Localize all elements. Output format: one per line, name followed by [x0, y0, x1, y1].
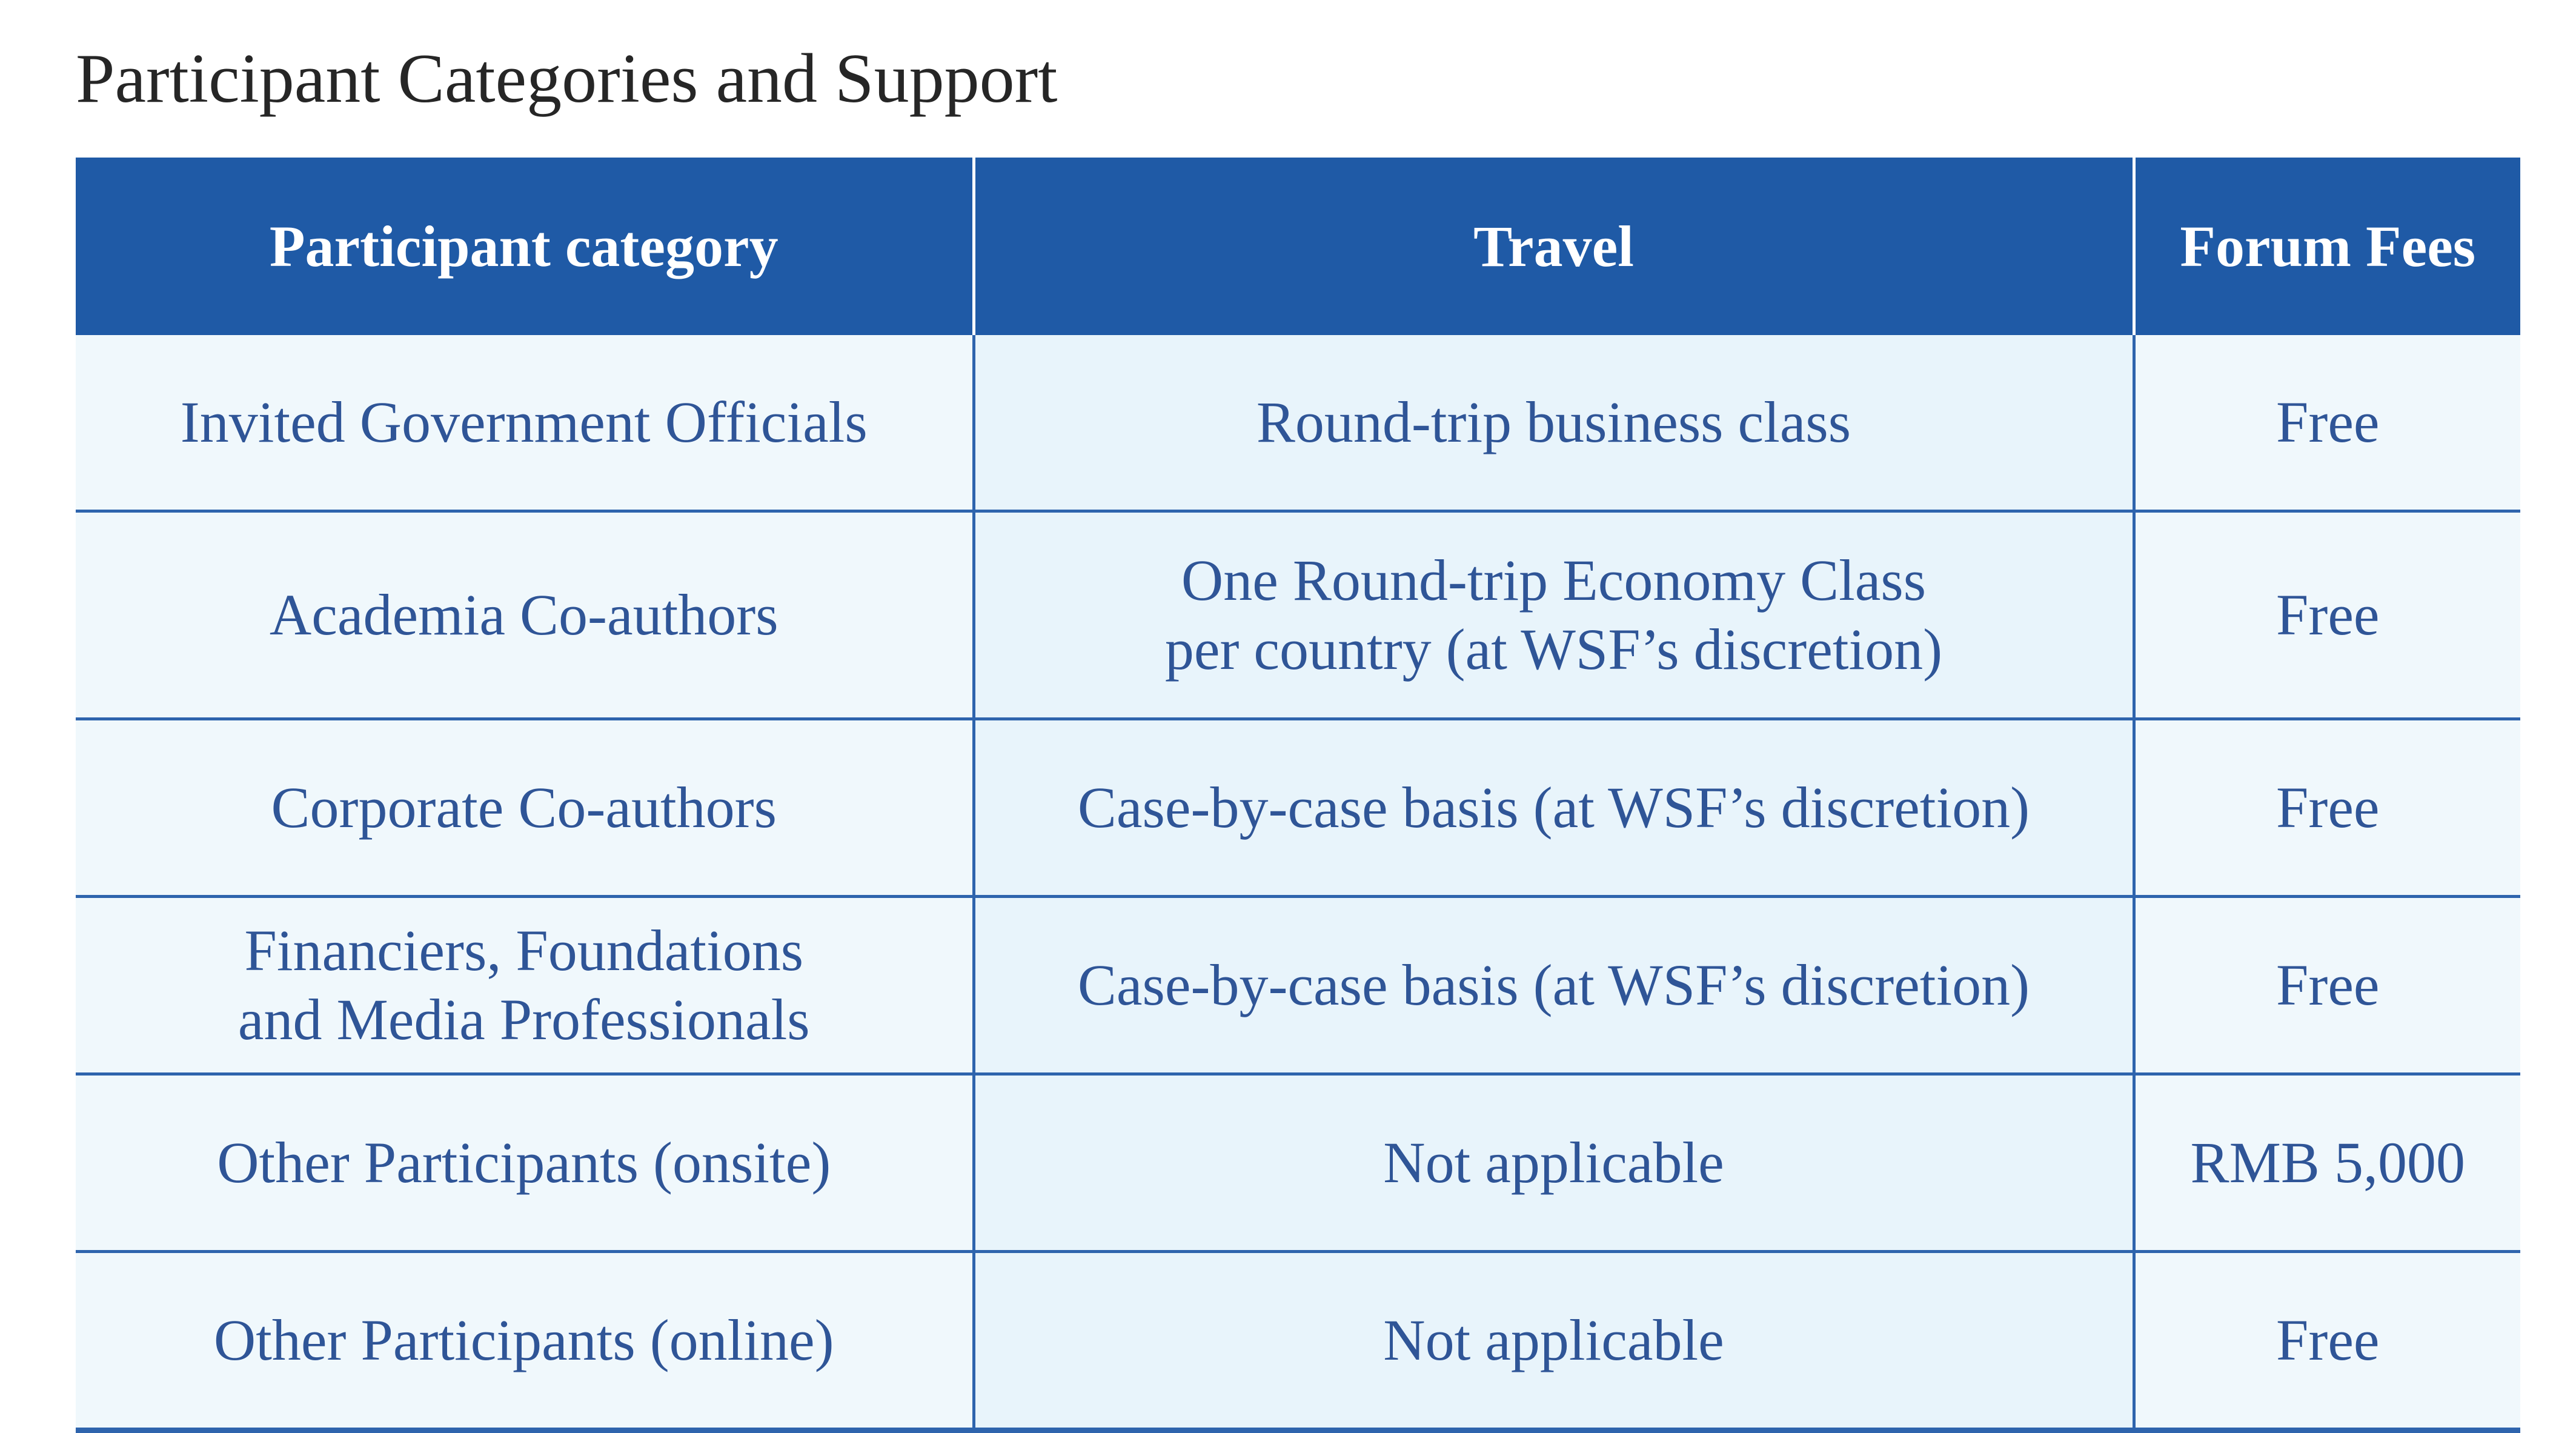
travel-cell [974, 897, 2134, 1074]
table-row [76, 719, 2520, 897]
page-title: Participant Categories and Support [76, 40, 1058, 118]
participant-category-cell [76, 511, 974, 719]
cell-text: Invited Government Officials [180, 390, 868, 454]
header-forum-fees: Forum Fees [2134, 158, 2520, 335]
cell-text: and Media Professionals [237, 987, 810, 1052]
forum-fees-cell: Free [2134, 719, 2520, 897]
forum-fees-cell: Free [2134, 897, 2520, 1074]
participant-category-cell [76, 1252, 974, 1431]
cell-text: One Round-trip Economy Class [1181, 548, 1927, 613]
cell-text: Financiers, Foundations [244, 918, 804, 983]
table-body [76, 335, 2520, 1431]
travel-cell [974, 1074, 2134, 1252]
table-row [76, 897, 2520, 1074]
forum-fees-cell: RMB 5,000 [2134, 1074, 2520, 1252]
forum-fees-cell: Free [2134, 1252, 2520, 1431]
participant-category-cell [76, 897, 974, 1074]
travel-cell [974, 511, 2134, 719]
cell-text: Round-trip business class [1256, 390, 1851, 454]
cell-text: Case-by-case basis (at WSF’s discretion) [1077, 953, 2030, 1017]
table-header [76, 158, 2520, 335]
cell-text: Other Participants (onsite) [217, 1130, 831, 1195]
cell-text: per country (at WSF’s discretion) [1164, 617, 1943, 682]
table-row [76, 335, 2520, 511]
participant-support-table [76, 158, 2520, 1433]
cell-text: Academia Co-authors [269, 582, 778, 647]
header-row [76, 158, 2520, 335]
cell-text: Other Participants (online) [213, 1308, 834, 1372]
cell-text: Not applicable [1383, 1308, 1724, 1372]
travel-cell [974, 335, 2134, 511]
cell-text: Case-by-case basis (at WSF’s discretion) [1077, 775, 2030, 840]
forum-fees-cell: Free [2134, 335, 2520, 511]
table-row [76, 1074, 2520, 1252]
table-row [76, 511, 2520, 719]
header-participant-category: Participant category [76, 158, 974, 335]
cell-text: Corporate Co-authors [271, 775, 777, 840]
participant-category-cell [76, 719, 974, 897]
travel-cell [974, 1252, 2134, 1431]
cell-text: Not applicable [1383, 1130, 1724, 1195]
participant-category-cell [76, 1074, 974, 1252]
participant-category-cell [76, 335, 974, 511]
travel-cell [974, 719, 2134, 897]
header-travel: Travel [974, 158, 2134, 335]
forum-fees-cell: Free [2134, 511, 2520, 719]
table-row [76, 1252, 2520, 1431]
